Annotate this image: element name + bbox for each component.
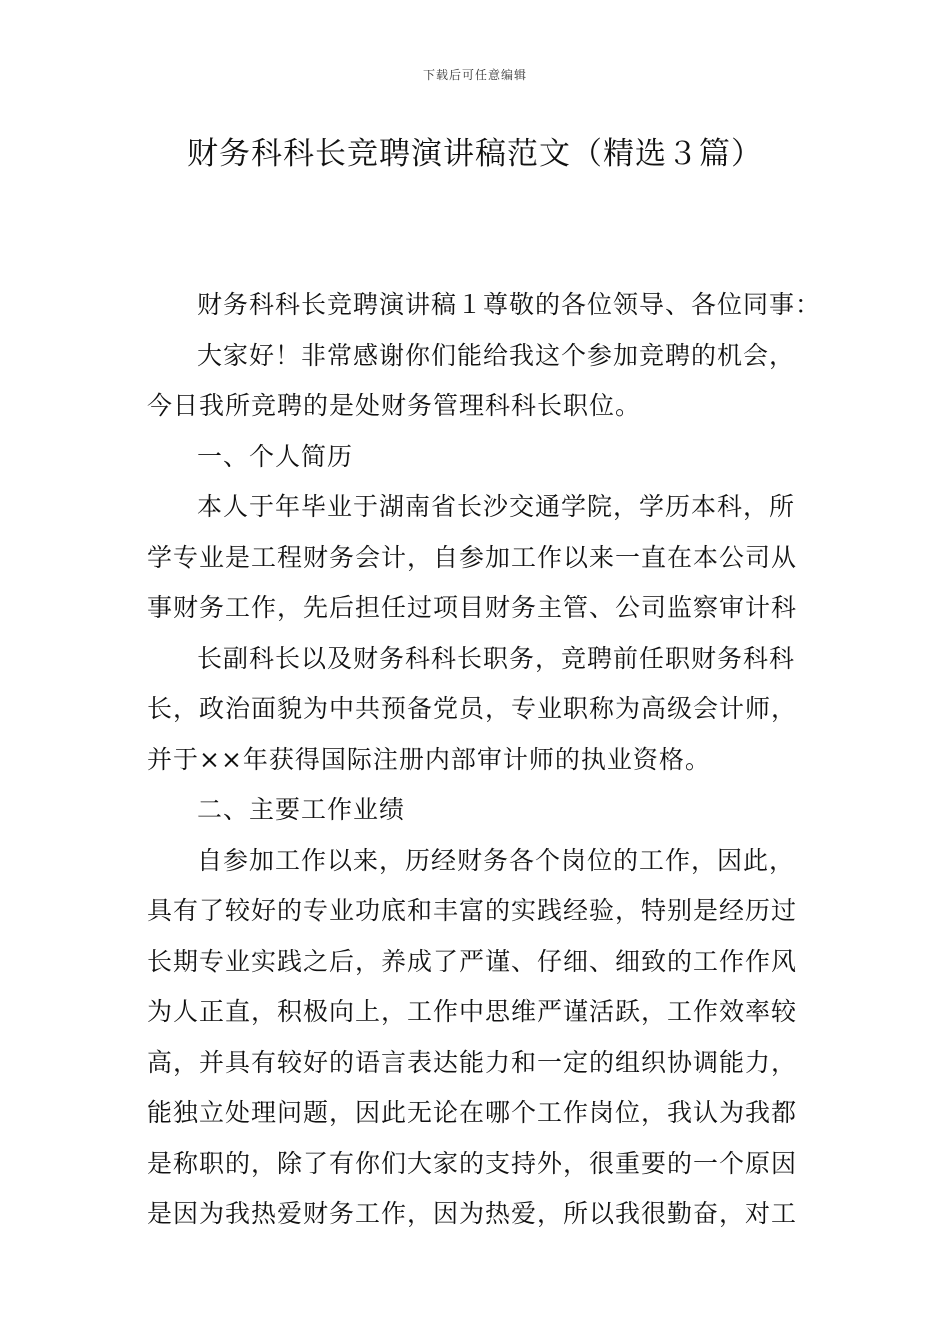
document-body bbox=[147, 280, 822, 1240]
paragraph-line: 财务科科长竞聘演讲稿１尊敬的各位领导、各位同事： bbox=[197, 290, 822, 319]
paragraph-line: 自参加工作以来，历经财务各个岗位的工作，因此， bbox=[197, 845, 796, 875]
paragraph-line: 是称职的，除了有你们大家的支持外，很重要的一个原因 bbox=[147, 1148, 798, 1178]
paragraph-line: 本人于年毕业于湖南省长沙交通学院，学历本科，所 bbox=[197, 492, 796, 521]
paragraph-line: 长副科长以及财务科科长职务，竞聘前任职财务科科 bbox=[197, 643, 796, 673]
paragraph-line: 为人正直，积极向上，工作中思维严谨活跃，工作效率较 bbox=[147, 997, 798, 1026]
paragraph-line: 大家好！非常感谢你们能给我这个参加竞聘的机会， bbox=[197, 340, 796, 370]
section-heading: 一、个人简历 bbox=[197, 441, 354, 471]
paragraph-line: 具有了较好的专业功底和丰富的实践经验，特别是经历过 bbox=[147, 896, 798, 925]
paragraph-line: 是因为我热爱财务工作，因为热爱，所以我很勤奋，对工 bbox=[147, 1199, 798, 1228]
paragraph-line: 并于××年获得国际注册内部审计师的执业资格。 bbox=[147, 744, 711, 774]
paragraph-line: 长期专业实践之后，养成了严谨、仔细、细致的工作作风 bbox=[147, 946, 798, 976]
paragraph-line: 能独立处理问题，因此无论在哪个工作岗位，我认为我都 bbox=[147, 1098, 798, 1127]
paragraph-line: 今日我所竞聘的是处财务管理科科长职位。 bbox=[147, 391, 642, 420]
header-note: 下载后可任意编辑 bbox=[422, 68, 527, 82]
paragraph-line: 事财务工作，先后担任过项目财务主管、公司监察审计科 bbox=[147, 593, 798, 622]
document-title: 财务科科长竞聘演讲稿范文（精选３篇） bbox=[187, 136, 763, 172]
section-heading: 二、主要工作业绩 bbox=[197, 795, 406, 824]
paragraph-line: 学专业是工程财务会计，自参加工作以来一直在本公司从 bbox=[147, 542, 798, 572]
paragraph-line: 长，政治面貌为中共预备党员，专业职称为高级会计师， bbox=[147, 694, 798, 723]
paragraph-line: 高，并具有较好的语言表达能力和一定的组织协调能力， bbox=[147, 1047, 798, 1077]
